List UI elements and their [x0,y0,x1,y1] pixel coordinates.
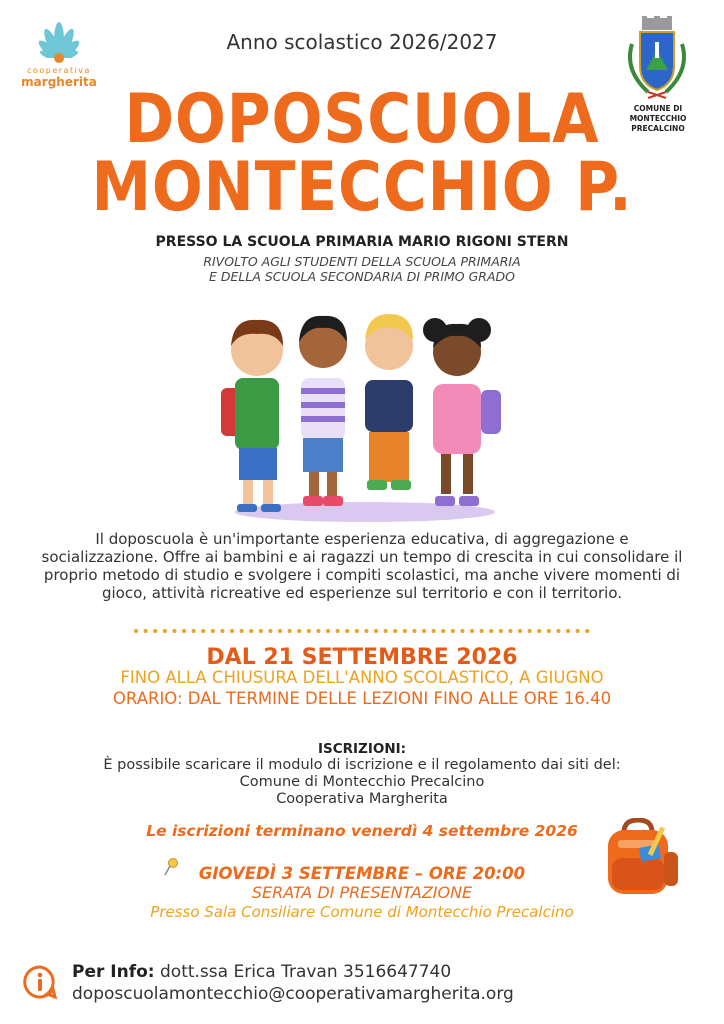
kids-illustration [205,300,525,528]
comune-label-line2: MONTECCHIO [629,114,687,123]
logo-text-margherita: margherita [21,75,97,89]
info-icon [22,964,58,1000]
event-place: Presso Sala Consiliare Comune di Montecchio Precalcino [150,903,574,921]
info-email[interactable]: doposcuolamontecchio@cooperativamargherita.org [72,984,514,1004]
title-line2: MONTECCHIO P. [91,148,633,227]
backpack-icon [600,818,682,898]
logo-text-cooperativa: cooperativa [27,66,91,75]
event-title: SERATA DI PRESENTAZIONE [251,883,473,902]
comune-label-line3: PRECALCINO [631,124,685,133]
enrollment-text-line2: Comune di Montecchio Precalcino [239,774,485,790]
start-date: DAL 21 SETTEMBRE 2026 [206,645,518,670]
title-line1: DOPOSCUOLA [124,80,600,159]
end-date: FINO ALLA CHIUSURA DELL'ANNO SCOLASTICO, A GIUGNO [120,668,604,687]
enrollment-text-line3: Cooperativa Margherita [276,791,448,807]
comune-label-line1: COMUNE DI [633,104,683,113]
event-date: GIOVEDÌ 3 SETTEMBRE – ORE 20:00 [198,864,526,883]
hours: ORARIO: DAL TERMINE DELLE LEZIONI FINO ALLE ORE 16.40 [112,689,612,708]
target-audience-line2: E DELLA SCUOLA SECONDARIA DI PRIMO GRADO [209,269,515,284]
enrollment-heading: ISCRIZIONI: [317,741,407,757]
description-text: Il doposcuola è un'importante esperienza educativa, di aggregazione e socializzazione. Offre ai bambini e ai ragazzi un tempo di crescita in cui consolidare il proprio metodo di studio e svolgere i compiti scolastici, ma anche vivere momenti di gioco, attività ricreative ed esperienze sul territorio e con il territorio. [41,530,683,602]
info-contact-line [72,962,451,982]
enrollment-deadline: Le iscrizioni terminano venerdì 4 settembre 2026 [146,822,578,840]
school-location: PRESSO LA SCUOLA PRIMARIA MARIO RIGONI STERN [155,234,569,250]
target-audience-line1: RIVOLTO AGLI STUDENTI DELLA SCUOLA PRIMARIA [203,254,521,269]
school-year: Anno scolastico 2026/2027 [226,30,498,54]
info-label: Per Info: [72,962,155,982]
enrollment-text-line1: È possibile scaricare il modulo di iscrizione e il regolamento dai siti del: [103,757,621,773]
dotted-divider [133,620,591,628]
info-contact: dott.ssa Erica Travan 3516647740 [160,962,452,982]
